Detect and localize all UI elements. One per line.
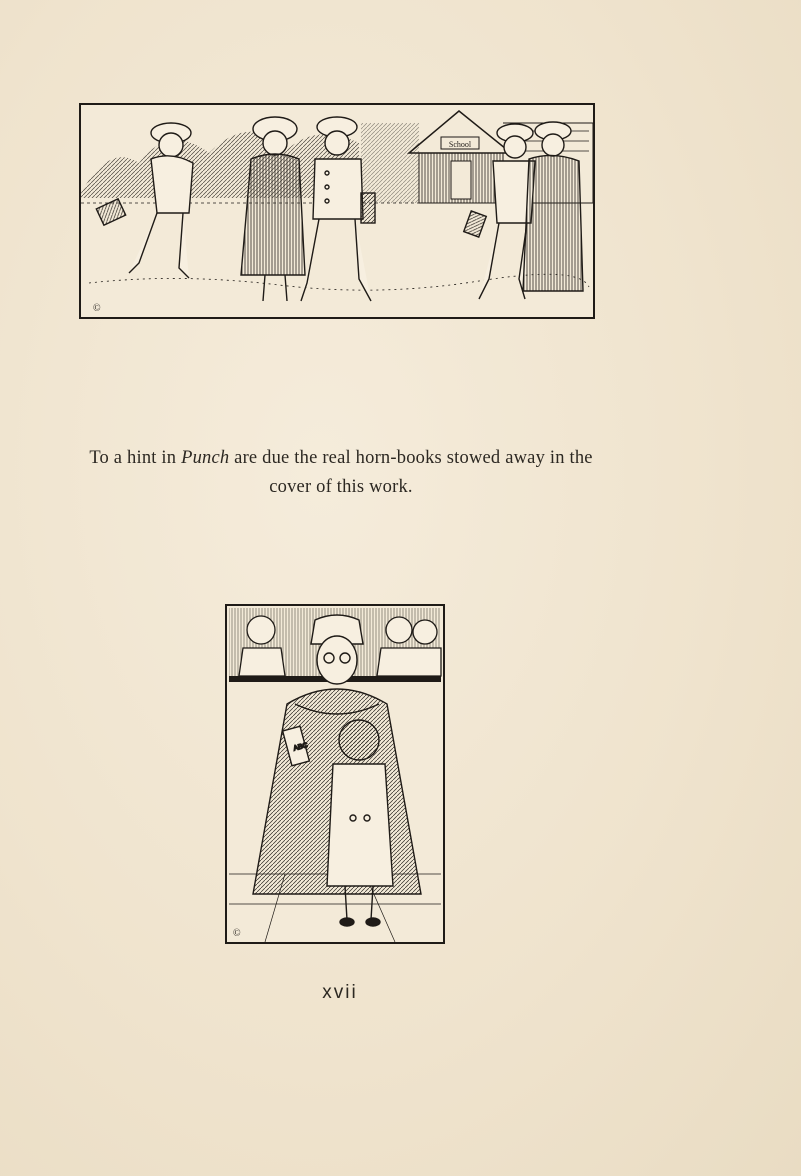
monogram-mark: ©: [93, 303, 101, 314]
caption-line-2: cover of this work.: [269, 477, 413, 497]
top-illustration: [79, 103, 595, 319]
dame-school-engraving: [225, 604, 445, 944]
page-number: xvii: [322, 982, 358, 1003]
caption-line-1: [0, 444, 682, 473]
schoolchildren-engraving: [79, 103, 595, 319]
caption-italic-title: Punch: [181, 448, 230, 468]
monogram-mark: ©: [233, 928, 241, 939]
school-sign-text: School: [448, 140, 472, 149]
caption: [0, 444, 682, 502]
caption-text-middle: are due the real horn-books stowed away in the: [229, 448, 593, 468]
hornbook-text: ABC: [292, 742, 309, 753]
bottom-illustration: [225, 604, 445, 944]
caption-text-start: To a hint in: [89, 448, 182, 468]
